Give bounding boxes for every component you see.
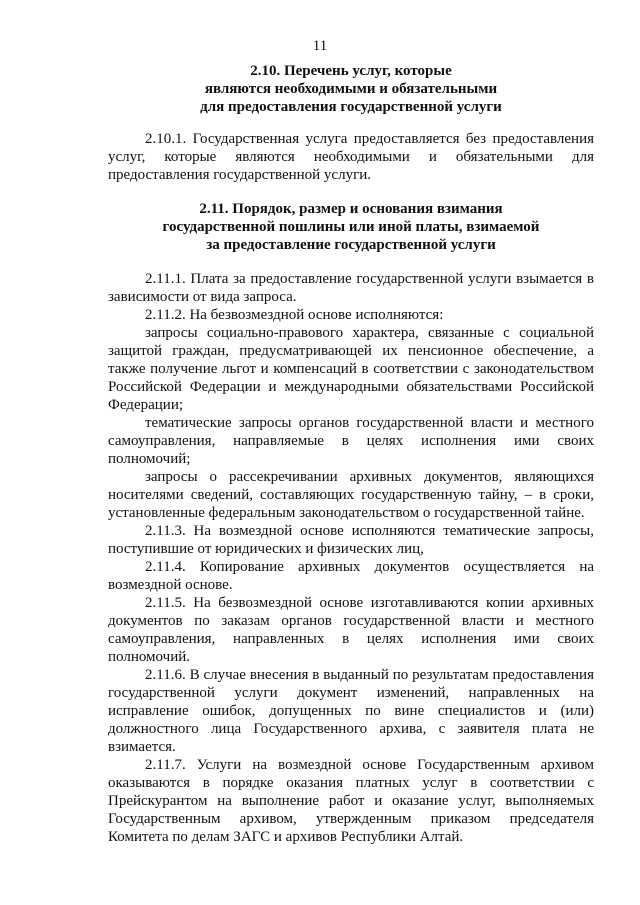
heading-line: за предоставление государственной услуги	[206, 237, 496, 253]
spacer	[108, 184, 594, 200]
heading-line: 2.11. Порядок, размер и основания взимания	[199, 201, 503, 217]
paragraph-declassification-requests: запросы о рассекречивании архивных документов, являющихся носителями сведений, составляющих государственную тайну, – в сроки, установленные федеральным законодательством о государственной тайне.	[108, 469, 594, 521]
document-body	[108, 62, 594, 846]
heading-line: для предоставления государственной услуги	[200, 99, 502, 115]
heading-line: государственной пошлины или иной платы, взимаемой	[162, 219, 540, 235]
spacer	[108, 116, 594, 130]
paragraph-2-11-3: 2.11.3. На возмездной основе исполняются тематические запросы, поступившие от юридических и физических лиц,	[108, 523, 594, 557]
heading-line: 2.10. Перечень услуг, которые	[250, 63, 452, 79]
page-number: 11	[312, 38, 328, 54]
heading-line: являются необходимыми и обязательными	[204, 81, 498, 97]
section-2-10-heading	[108, 62, 594, 116]
paragraph-thematic-requests: тематические запросы органов государственной власти и местного самоуправления, направляемые в целях исполнения ими своих полномочий;	[108, 415, 594, 467]
paragraph-2-10-1: 2.10.1. Государственная услуга предоставляется без предоставления услуг, которые являются необходимыми и обязательными для предоставления государственной услуги.	[108, 131, 594, 183]
section-2-11-heading	[108, 200, 594, 254]
paragraph-2-11-4: 2.11.4. Копирование архивных документов осуществляется на возмездной основе.	[108, 559, 594, 593]
paragraph-2-11-1: 2.11.1. Плата за предоставление государственной услуги взымается в зависимости от вида запроса.	[108, 271, 594, 305]
paragraph-2-11-6: 2.11.6. В случае внесения в выданный по результатам предоставления государственной услуги документ изменений, направленных на исправление ошибок, допущенных по вине специалистов и (или) должностного лица Государственного архива, с заявителя плата не взимается.	[108, 667, 594, 755]
paragraph-2-11-5: 2.11.5. На безвозмездной основе изготавливаются копии архивных документов по заказам органов государственной власти и местного самоуправления, направленных в целях исполнения ими своих полномочий.	[108, 595, 594, 665]
paragraph-social-requests: запросы социально-правового характера, связанные с социальной защитой граждан, предусматривающей их пенсионное обеспечение, а также получение льгот и компенсаций в соответствии с законодательством Российской Федерации и международными обязательствами Российской Федерации;	[108, 325, 594, 413]
paragraph-2-11-7: 2.11.7. Услуги на возмездной основе Государственным архивом оказываются в порядке оказания платных услуг в соответствии с Прейскурантом на выполнение работ и оказание услуг, выполняемых Государственным архивом, утвержденным приказом председателя Комитета по делам ЗАГС и архивов Республики Алтай.	[108, 757, 594, 845]
spacer	[108, 254, 594, 270]
paragraph-2-11-2: 2.11.2. На безвозмездной основе исполняются:	[145, 307, 444, 323]
